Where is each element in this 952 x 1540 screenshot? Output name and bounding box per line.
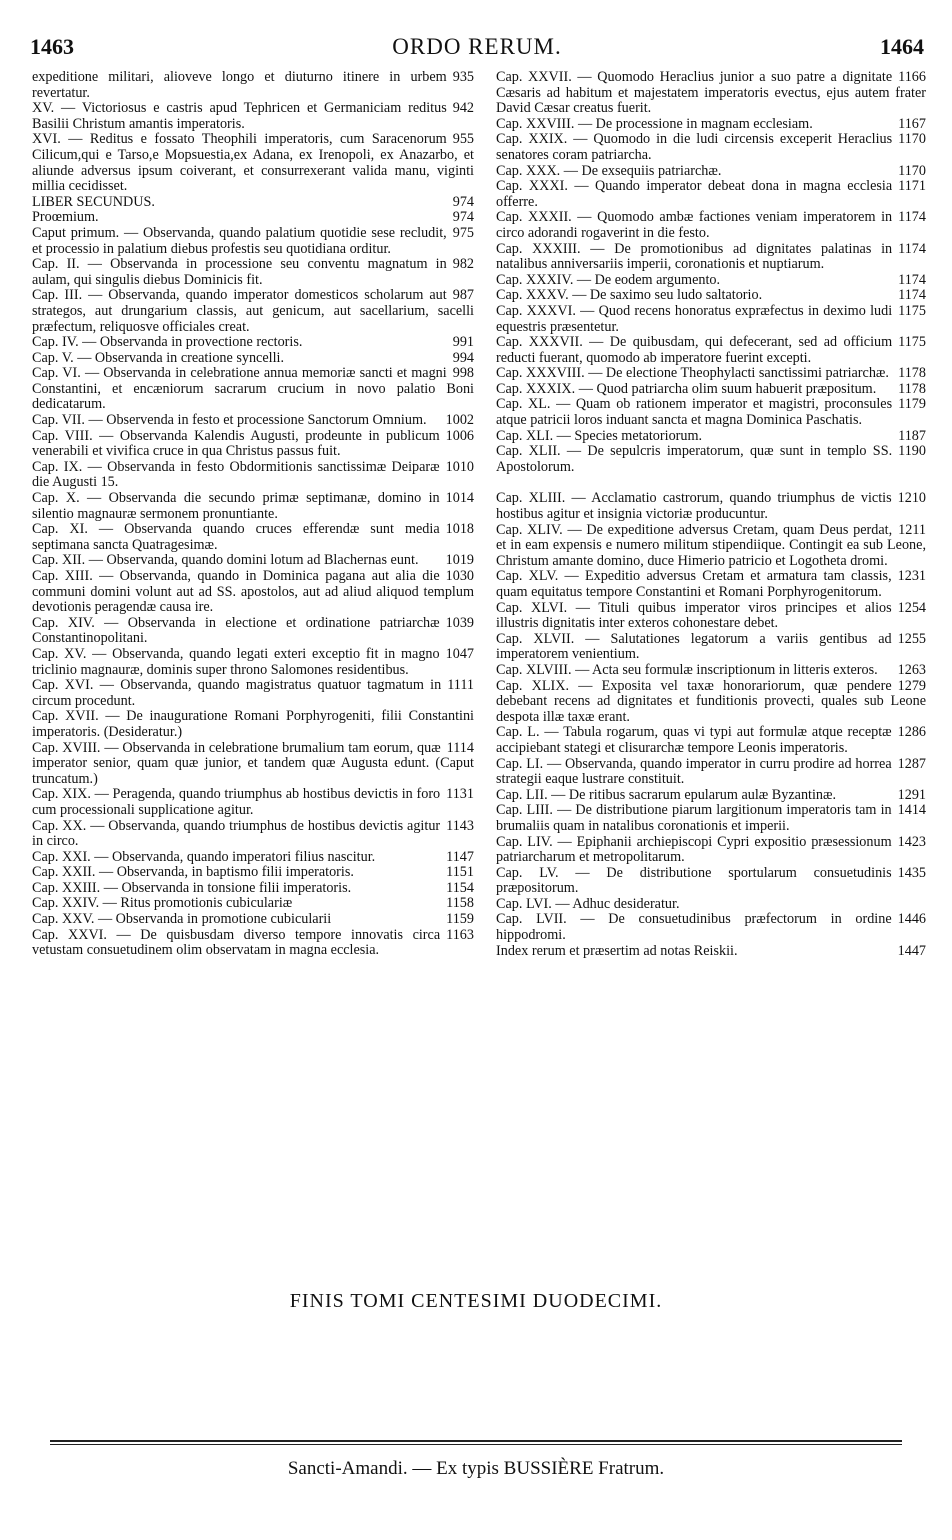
toc-entry [496, 179, 926, 210]
toc-entry [32, 896, 474, 912]
toc-entry [32, 522, 474, 553]
toc-entry-text: XV. — Victoriosus e castris apud Tephricen et Germaniciam reditus Basilii Christum amantis imperatoris. [32, 100, 447, 132]
toc-entry [32, 569, 474, 616]
toc-entry-text: Cap. X. — Observanda die secundo primæ septimanæ, domino in silentio magnauræ sermonem pronuntiante. [32, 490, 440, 522]
toc-entry-text: Cap. XXXI. — Quando imperator debeat dona in magna ecclesia offerre. [496, 178, 893, 210]
toc-entry [496, 210, 926, 241]
toc-entry-text: Cap. XLI. — Species metatoriorum. [496, 427, 703, 444]
printer-imprint: Sancti-Amandi. — Ex typis BUSSIÈRE Fratrum. [287, 1458, 665, 1479]
toc-entry-text: Cap. XLVI. — Tituli quibus imperator viros principes et alios illustris dignitatis inter exteros cohonestare debet. [496, 599, 892, 632]
toc-entry [32, 460, 474, 491]
toc-page-number: 1190 [898, 443, 926, 460]
toc-entry-text: Cap. VIII. — Observanda Kalendis Augusti, prodeunte in publicum venerabili et vivifica cruce in qua Christus passus fuit. [32, 427, 440, 460]
toc-entry [496, 632, 926, 663]
toc-entry-text: Cap. LVI. — Adhuc desideratur. [496, 895, 680, 912]
toc-entry-text: Cap. XVIII. — Observanda in celebratione brumalium tam eorum, quæ imperator senior, quam quæ junior, et tandem quæ Augusta edunt. (Caput truncatum.) [32, 739, 474, 787]
toc-page-number: 1211 [898, 521, 926, 538]
toc-entry-text: Cap. LVII. — De consuetudinibus præfectorum in ordine hippodromi. [496, 911, 892, 944]
toc-entry-text: Cap. XLVII. — Salutationes legatorum a variis gentibus ad imperatorem venientium. [496, 630, 892, 663]
toc-entry-text: Cap. XLIX. — Exposita vel taxæ honorariorum, quæ pendere debebant recens ad dignitates et funditionis provecti, quales sub Leone despota illæ taxæ erant. [496, 677, 926, 725]
toc-page-number: 1114 [446, 739, 474, 756]
toc-entry [496, 835, 926, 866]
toc-entry-text: Cap. XXXVIII. — De electione Theophylacti sanctissimi patriarchæ. [496, 365, 889, 382]
toc-page-number: 1255 [897, 630, 926, 647]
toc-entry-text: Cap. XXXV. — De saximo seu ludo saltatorio. [496, 287, 763, 304]
toc-entry [32, 616, 474, 647]
toc-entry [496, 725, 926, 756]
toc-entry [496, 288, 926, 304]
toc-entry [496, 897, 926, 913]
toc-page-number: 1175 [898, 302, 926, 319]
toc-entry-text: Cap. XLIII. — Acclamatio castrorum, quando triumphus de victis hostibus agitur et insignia victoriæ producuntur. [496, 490, 892, 523]
toc-entry [32, 335, 474, 351]
toc-entry-text: Cap. XXXII. — Quomodo ambæ factiones veniam imperatorem in circo adorandi rogaverint in die festo. [496, 209, 893, 241]
toc-entry [496, 273, 926, 289]
toc-page-number: 1170 [898, 162, 926, 179]
toc-entry [32, 429, 474, 460]
toc-entry [496, 866, 926, 897]
left-column [32, 70, 474, 959]
toc-page-number: 1006 [445, 427, 474, 444]
toc-entry-text: Cap. III. — Observanda, quando imperator domesticos scholarum aut strategos, aut drungarium classis, aut genicum, aut sacellarium, sacelli præfectum, reliquosve officiales creat. [32, 287, 474, 335]
divider-rule-thin [50, 1444, 902, 1445]
toc-entry [32, 912, 474, 928]
toc-page-number: 1287 [897, 755, 926, 772]
toc-page-number: 1174 [898, 287, 926, 304]
toc-page-number: 1143 [446, 817, 474, 834]
toc-entry [32, 132, 474, 194]
toc-entry-text: Cap. LIII. — De distributione piarum largitionum imperatoris tam in brumaliis quam in natalibus coronationis et imperii. [496, 802, 892, 834]
left-page-number: 1463 [30, 34, 74, 59]
toc-entry-text: Caput primum. — Observanda, quando palatium quotidie sese recludit, et processio in palatium diebus profestis seu quotidiana orditur. [32, 224, 447, 257]
toc-entry-text: Cap. XLIV. — De expeditione adversus Cretam, quam Deus perdat, et in eam expensis e numero militum stipendiique. Contingit ea sub Leone, Christum amante domino, duce Himerio patricio et Logotheta dromi. [496, 521, 926, 569]
toc-page-number: 974 [452, 193, 474, 210]
toc-entry [496, 944, 926, 960]
finis-line: FINIS TOMI CENTESIMI DUODECIMI. [289, 1290, 663, 1312]
toc-entry [496, 444, 926, 475]
toc-entry [32, 70, 474, 101]
toc-entry [496, 788, 926, 804]
toc-entry-text: Cap. IV. — Observanda in provectione rectoris. [32, 334, 303, 351]
toc-page-number: 1167 [898, 115, 926, 132]
toc-entry [496, 366, 926, 382]
toc-entry-text: Cap. LIV. — Epiphanii archiepiscopi Cypri expositio præsessionum patriarcharum et metropolitarum. [496, 833, 892, 866]
toc-entry [32, 351, 474, 367]
toc-entry [496, 117, 926, 133]
toc-page-number: 1159 [446, 911, 474, 928]
right-page-number: 1464 [880, 34, 924, 59]
toc-entry [32, 226, 474, 257]
toc-page-number: 987 [452, 287, 474, 304]
toc-page-number: 1174 [898, 240, 926, 257]
toc-page-number: 1414 [897, 802, 926, 819]
toc-page-number: 1166 [898, 69, 926, 85]
toc-entry-text: Cap. XIV. — Observanda in electione et ordinatione patriarchæ Constantinopolitani. [32, 614, 440, 647]
toc-entry-text: Cap. XXIII. — Observanda in tonsione filii imperatoris. [32, 879, 352, 896]
toc-entry-text: XVI. — Reditus e fossato Theophili imperatoris, cum Saracenorum Cilicum,qui e Tarso,e Mopsuestia,ex Adana, ex Irenopoli, ex Anazarbo, et aliunde adversus ipsum coiverant, et consurrexerant valida manu, viginti millia cecidisset. [32, 131, 474, 195]
toc-entry-text: Cap. II. — Observanda in processione seu conventu magnatum in aulam, qui singulis diebus Dominicis fit. [32, 256, 447, 288]
toc-entry [32, 850, 474, 866]
toc-entry [32, 678, 474, 709]
toc-entry-text: Cap. XXXIII. — De promotionibus ad dignitates palatinas in natalibus anniversariis imperii, coronationis et nuptiarum. [496, 240, 893, 273]
toc-entry [32, 210, 474, 226]
toc-page-number: 982 [452, 256, 474, 273]
toc-page-number: 1131 [446, 786, 474, 803]
toc-entry-text: Cap. XXX. — De exsequiis patriarchæ. [496, 162, 722, 179]
toc-entry [496, 569, 926, 600]
toc-page-number: 1210 [897, 490, 926, 507]
toc-entry-text: Cap. XLV. — Expeditio adversus Cretam et armatura tam classis, quam equitatus tempore Constantini et Romani Porphyrogenitorum. [496, 568, 892, 600]
toc-entry [32, 865, 474, 881]
toc-entry-text: Index rerum et præsertim ad notas Reiskii. [496, 942, 738, 959]
toc-page-number: 1047 [445, 645, 474, 662]
toc-entry [32, 553, 474, 569]
toc-page-number: 1014 [445, 490, 474, 507]
right-column [496, 70, 926, 959]
toc-entry-text: Cap. XXXVI. — Quod recens honoratus expræfectus in deximo ludi equestris præsentetur. [496, 302, 893, 335]
toc-page-number: 1170 [898, 131, 926, 148]
toc-page-number: 1446 [897, 911, 926, 928]
toc-entry [32, 257, 474, 288]
toc-entry-text: Cap. XII. — Observanda, quando domini lotum ad Blachernas eunt. [32, 552, 419, 569]
toc-entry [32, 101, 474, 132]
toc-entry [496, 382, 926, 398]
toc-entry [32, 928, 474, 959]
toc-entry [32, 647, 474, 678]
toc-entry-text: Cap. XIII. — Observanda, quando in Dominica pagana aut alia die communi domini volunt aut ad SS. apostolos, aut ad aliud aliquod templum devotionis peragendæ causa ire. [32, 568, 474, 616]
toc-page-number: 1030 [445, 568, 474, 584]
toc-entry [496, 491, 926, 522]
toc-entry [496, 429, 926, 445]
toc-page-number: 994 [452, 349, 474, 366]
toc-entry [32, 491, 474, 522]
toc-page-number: 955 [452, 131, 474, 148]
toc-page-number: 1175 [898, 334, 926, 351]
toc-entry [32, 413, 474, 429]
toc-entry [496, 601, 926, 632]
toc-page-number: 1111 [447, 677, 474, 694]
toc-entry-text: Cap. XLVIII. — Acta seu formulæ inscriptionum in litteris exteros. [496, 661, 878, 678]
toc-page-number: 935 [452, 69, 474, 85]
toc-entry [496, 242, 926, 273]
toc-page-number: 998 [452, 365, 474, 382]
toc-entry-text: Cap. XXII. — Observanda, in baptismo filii imperatoris. [32, 864, 354, 881]
toc-entry-text: Cap. XXXIX. — Quod patriarcha olim suum habuerit præpositum. [496, 380, 877, 397]
toc-entry-text: expeditione militari, alioveve longo et diuturno itinere in urbem revertatur. [32, 69, 447, 101]
toc-page-number: 1158 [446, 895, 474, 912]
toc-entry-text: Cap. XLII. — De sepulcris imperatorum, quæ sunt in templo SS. Apostolorum. [496, 443, 893, 475]
toc-page-number: 975 [452, 224, 474, 241]
toc-page-number: 1171 [898, 178, 926, 195]
toc-entry [496, 663, 926, 679]
toc-page-number: 1179 [898, 396, 926, 413]
toc-page-number: 1174 [898, 271, 926, 288]
toc-page-number: 1163 [446, 926, 474, 943]
toc-entry-text: Cap. XV. — Observanda, quando legati exteri exceptio fit in magno triclinio magnauræ, dominis super throno Salomones residentibus. [32, 645, 440, 678]
toc-entry [496, 132, 926, 163]
toc-entry-text: Proœmium. [32, 209, 99, 226]
toc-entry [32, 288, 474, 335]
toc-entry-text: Cap. LV. — De distributione sportularum consuetudinis præpositorum. [496, 864, 892, 897]
toc-entry-text: Cap. V. — Observanda in creatione syncelli. [32, 349, 285, 366]
toc-entry [496, 757, 926, 788]
toc-entry [496, 70, 926, 117]
toc-page-number: 1178 [898, 365, 926, 382]
toc-page-number: 1018 [445, 521, 474, 538]
toc-entry-text: Cap. XVI. — Observanda, quando magistratus quatuor tagmatum in circum procedunt. [32, 677, 442, 709]
toc-page-number: 1151 [446, 864, 474, 881]
toc-entry [32, 709, 474, 740]
toc-entry [496, 912, 926, 943]
toc-entry-text: Cap. XXVIII. — De processione in magnam ecclesiam. [496, 115, 813, 132]
toc-page-number: 1019 [445, 552, 474, 569]
toc-page-number: 991 [452, 334, 474, 351]
toc-entry-text: Cap. XXXVII. — De quibusdam, qui defecerant, sed ad officium reducti fuerant, quomodo ab imperatore fuerint excepti. [496, 334, 893, 366]
toc-page-number: 1291 [897, 786, 926, 803]
toc-page-number: 1010 [445, 458, 474, 475]
toc-page-number: 1002 [445, 412, 474, 429]
toc-entry-text: Cap. VII. — Observenda in festo et processione Sanctorum Omnium. [32, 412, 427, 429]
toc-page-number: 1178 [898, 380, 926, 397]
toc-entry [496, 164, 926, 180]
toc-entry-text: Cap. XX. — Observanda, quando triumphus de hostibus devictis agitur in circo. [32, 817, 441, 850]
toc-page-number: 1263 [897, 661, 926, 678]
toc-page-number: 1435 [897, 864, 926, 881]
toc-entry [32, 195, 474, 211]
toc-entry-text: Cap. LI. — Observanda, quando imperator in curru prodire ad horrea strategii eaque lustrare constituit. [496, 755, 892, 788]
toc-entry [32, 741, 474, 788]
toc-page-number: 1147 [446, 848, 474, 865]
toc-entry-text: Cap. XXIV. — Ritus promotionis cubiculariæ [32, 895, 293, 912]
toc-entry [32, 787, 474, 818]
running-title: ORDO RERUM. [392, 34, 562, 59]
toc-entry-text: Cap. XVII. — De inauguratione Romani Porphyrogeniti, filii Constantini imperatoris. (Desideratur.) [32, 708, 474, 740]
toc-entry [32, 881, 474, 897]
toc-page-number: 1279 [897, 677, 926, 694]
toc-entry [496, 679, 926, 726]
toc-page-number: 1423 [897, 833, 926, 850]
toc-entry [32, 366, 474, 413]
toc-page-number: 1231 [897, 568, 926, 585]
divider-rule [50, 1440, 902, 1442]
toc-entry-text: Cap. XXIX. — Quomodo in die ludi circensis exceperit Heraclius senatores coram patriarcha. [496, 131, 893, 163]
toc-entry [496, 304, 926, 335]
toc-entry-text: Cap. XXV. — Observanda in promotione cubicularii [32, 911, 332, 928]
toc-page-number: 1174 [898, 209, 926, 226]
toc-entry [32, 819, 474, 850]
toc-entry [496, 335, 926, 366]
toc-entry-text: Cap. XXI. — Observanda, quando imperatori filius nascitur. [32, 848, 376, 865]
toc-entry-text: LIBER SECUNDUS. [32, 193, 155, 210]
toc-entry [496, 803, 926, 834]
page-header [30, 34, 924, 60]
toc-page-number: 1447 [897, 942, 926, 959]
toc-entry-text: Cap. XL. — Quam ob rationem imperator et magistri, proconsules atque patricii loros induant sancta et magna Dominica Paschatis. [496, 396, 893, 429]
toc-entry-text: Cap. XI. — Observanda quando cruces efferendæ sunt media septimana sancta Quatragesimæ. [32, 521, 440, 553]
toc-entry-text: Cap. VI. — Observanda in celebratione annua memoriæ sancti et magni Constantini, et encæniorum sacrarum crucium in novo palatio Boni dedicatarum. [32, 365, 474, 413]
section-gap [496, 475, 926, 491]
toc-page-number: 1187 [898, 427, 926, 444]
toc-entry [496, 523, 926, 570]
toc-entry-text: Cap. L. — Tabula rogarum, quas vi typi aut formulæ atque receptæ accipiebant stategi et clisurarchæ tempore Leonis imperatoris. [496, 724, 892, 756]
toc-page-number: 1286 [897, 724, 926, 741]
toc-entry-text: Cap. IX. — Observanda in festo Obdormitionis sanctissimæ Deiparæ die Augusti 15. [32, 458, 440, 491]
toc-page-number: 1039 [445, 614, 474, 631]
toc-entry [496, 397, 926, 428]
toc-page-number: 1254 [897, 599, 926, 616]
toc-entry-text: Cap. LII. — De ritibus sacrarum epularum aulæ Byzantinæ. [496, 786, 837, 803]
toc-entry-text: Cap. XXXIV. — De eodem argumento. [496, 271, 721, 288]
toc-entry-text: Cap. XIX. — Peragenda, quando triumphus ab hostibus devictis in foro cum processionali supplicatione agitur. [32, 786, 441, 818]
toc-entry-text: Cap. XXVI. — De quisbusdam diverso tempore innovatis circa vetustam consuetudinem olim observatam in magna ecclesia. [32, 926, 441, 959]
toc-page-number: 1154 [446, 879, 474, 896]
toc-page-number: 974 [452, 209, 474, 226]
toc-entry-text: Cap. XXVII. — Quomodo Heraclius junior a suo patre a dignitate Cæsaris ad habitum et majestatem imperatoris evectus, ejus autem frater David Cæsar creatus fuerit. [496, 69, 926, 117]
toc-page-number: 942 [452, 100, 474, 117]
